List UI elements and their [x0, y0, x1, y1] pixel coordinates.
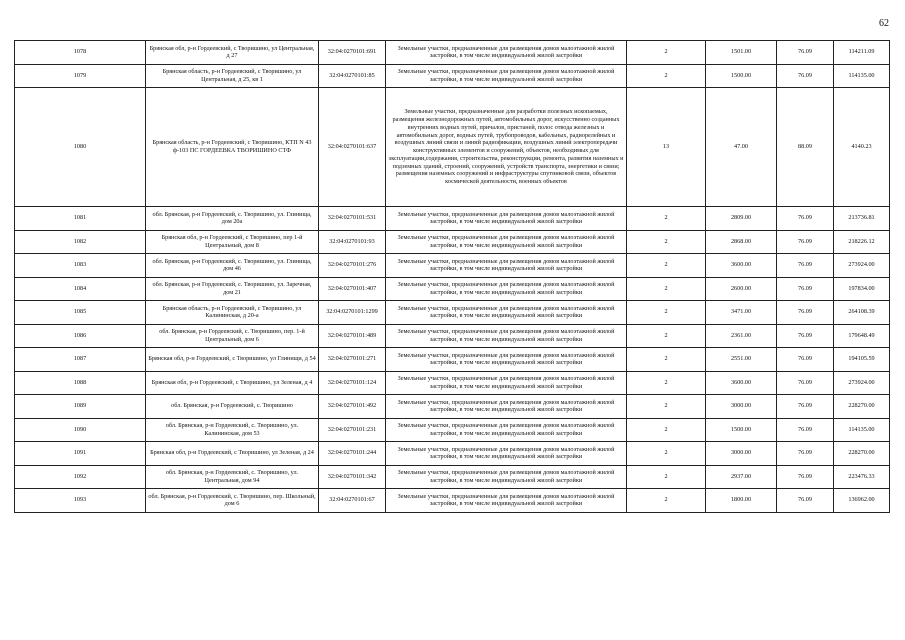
- permitted-use-cell: Земельные участки, предназначенные для размещения домов малоэтажной жилой застройки, в том числе индивидуальной жилой застройки: [386, 348, 627, 372]
- row-number: 1081: [15, 207, 146, 231]
- address-cell: Брянская область, р-н Гордеевский, с Творишино, ул Калининская, д 20-а: [146, 301, 319, 325]
- cadastral-number-cell: 32:04:0270101:489: [319, 324, 386, 348]
- specific-value-cell: 76.09: [777, 64, 834, 88]
- row-number: 1091: [15, 442, 146, 466]
- row-number: 1085: [15, 301, 146, 325]
- address-cell: Брянская обл, р-н Гордеевский, с Творишино, ул Глинищи, д 54: [146, 348, 319, 372]
- row-number: 1086: [15, 324, 146, 348]
- cadastral-value-cell: 194105.59: [834, 348, 890, 372]
- area-cell: 2937.00: [706, 465, 777, 489]
- table-row: [15, 418, 890, 442]
- cadastral-value-cell: 228270.00: [834, 395, 890, 419]
- cadastral-number-cell: 32:04:0270101:492: [319, 395, 386, 419]
- cadastral-number-cell: 32:04:0270101:93: [319, 230, 386, 254]
- table-row: [15, 301, 890, 325]
- table-row: [15, 230, 890, 254]
- area-cell: 2600.00: [706, 277, 777, 301]
- permitted-use-cell: Земельные участки, предназначенные для размещения домов малоэтажной жилой застройки, в том числе индивидуальной жилой застройки: [386, 371, 627, 395]
- row-number: 1079: [15, 64, 146, 88]
- permitted-use-cell: Земельные участки, предназначенные для размещения домов малоэтажной жилой застройки, в том числе индивидуальной жилой застройки: [386, 324, 627, 348]
- specific-value-cell: 76.09: [777, 324, 834, 348]
- specific-value-cell: 76.09: [777, 301, 834, 325]
- table-row: [15, 489, 890, 513]
- permitted-use-cell: Земельные участки, предназначенные для размещения домов малоэтажной жилой застройки, в том числе индивидуальной жилой застройки: [386, 442, 627, 466]
- category-cell: 2: [627, 324, 706, 348]
- table-row: [15, 395, 890, 419]
- permitted-use-cell: Земельные участки, предназначенные для размещения домов малоэтажной жилой застройки, в том числе индивидуальной жилой застройки: [386, 64, 627, 88]
- specific-value-cell: 76.09: [777, 418, 834, 442]
- row-number: 1083: [15, 254, 146, 278]
- address-cell: Брянская обл, р-н Гордеевский, с Творишино, пер 1-й Центральный, дом 8: [146, 230, 319, 254]
- address-cell: Брянская обл, р-н Гордеевский, с Творишино, ул Центральная, д 27: [146, 41, 319, 65]
- cadastral-number-cell: 32:04:0270101:407: [319, 277, 386, 301]
- category-cell: 2: [627, 41, 706, 65]
- category-cell: 2: [627, 64, 706, 88]
- table-row: [15, 88, 890, 207]
- cadastral-value-cell: 264108.39: [834, 301, 890, 325]
- cadastral-value-cell: 223476.33: [834, 465, 890, 489]
- table-row: [15, 64, 890, 88]
- cadastral-value-cell: 114135.00: [834, 64, 890, 88]
- cadastral-value-cell: 273924.00: [834, 254, 890, 278]
- area-cell: 1501.00: [706, 41, 777, 65]
- cadastral-number-cell: 32:04:0270101:271: [319, 348, 386, 372]
- permitted-use-cell: Земельные участки, предназначенные для размещения домов малоэтажной жилой застройки, в том числе индивидуальной жилой застройки: [386, 254, 627, 278]
- table-row: [15, 41, 890, 65]
- table-row: [15, 371, 890, 395]
- area-cell: 2809.00: [706, 207, 777, 231]
- cadastral-value-cell: 179648.49: [834, 324, 890, 348]
- row-number: 1088: [15, 371, 146, 395]
- cadastral-number-cell: 32:04:0270101:276: [319, 254, 386, 278]
- page-number: 62: [879, 18, 889, 29]
- cadastral-number-cell: 32:04:0270101:67: [319, 489, 386, 513]
- land-registry-table: [14, 40, 890, 513]
- specific-value-cell: 76.09: [777, 207, 834, 231]
- category-cell: 2: [627, 395, 706, 419]
- row-number: 1080: [15, 88, 146, 207]
- cadastral-number-cell: 32:04:0270101:124: [319, 371, 386, 395]
- cadastral-number-cell: 32:04:0270101:691: [319, 41, 386, 65]
- cadastral-value-cell: 136962.00: [834, 489, 890, 513]
- address-cell: обл. Брянская, р-н Гордеевский, с. Творишино: [146, 395, 319, 419]
- table-row: [15, 254, 890, 278]
- area-cell: 1800.00: [706, 489, 777, 513]
- cadastral-number-cell: 32:04:0270101:85: [319, 64, 386, 88]
- category-cell: 13: [627, 88, 706, 207]
- address-cell: Брянская область, р-н Гордеевский, с Творишино, ул Центральная, д 25, кв 1: [146, 64, 319, 88]
- cadastral-value-cell: 213736.81: [834, 207, 890, 231]
- cadastral-number-cell: 32:04:0270101:531: [319, 207, 386, 231]
- permitted-use-cell: Земельные участки, предназначенные для размещения домов малоэтажной жилой застройки, в том числе индивидуальной жилой застройки: [386, 207, 627, 231]
- permitted-use-cell: Земельные участки, предназначенные для размещения домов малоэтажной жилой застройки, в том числе индивидуальной жилой застройки: [386, 395, 627, 419]
- cadastral-value-cell: 197834.00: [834, 277, 890, 301]
- category-cell: 2: [627, 465, 706, 489]
- area-cell: 3600.00: [706, 254, 777, 278]
- specific-value-cell: 76.09: [777, 465, 834, 489]
- cadastral-value-cell: 114211.09: [834, 41, 890, 65]
- category-cell: 2: [627, 277, 706, 301]
- specific-value-cell: 76.09: [777, 277, 834, 301]
- specific-value-cell: 76.09: [777, 230, 834, 254]
- row-number: 1093: [15, 489, 146, 513]
- table-row: [15, 465, 890, 489]
- address-cell: обл. Брянская, р-н Гордеевский, с. Творишино, пер. Школьный, дом 6: [146, 489, 319, 513]
- address-cell: обл. Брянская, р-н Гордеевский, с. Творишино, ул. Глинища, дом 46: [146, 254, 319, 278]
- address-cell: обл. Брянская, р-н Гордеевский, с. Творишино, ул. Заречная, дом 21: [146, 277, 319, 301]
- row-number: 1089: [15, 395, 146, 419]
- specific-value-cell: 76.09: [777, 254, 834, 278]
- category-cell: 2: [627, 254, 706, 278]
- permitted-use-cell: Земельные участки, предназначенные для размещения домов малоэтажной жилой застройки, в том числе индивидуальной жилой застройки: [386, 277, 627, 301]
- area-cell: 2868.00: [706, 230, 777, 254]
- specific-value-cell: 88.09: [777, 88, 834, 207]
- category-cell: 2: [627, 301, 706, 325]
- cadastral-value-cell: 228270.00: [834, 442, 890, 466]
- address-cell: Брянская обл, р-н Гордеевский, с Творишино, ул Зеленая, д 4: [146, 371, 319, 395]
- permitted-use-cell: Земельные участки, предназначенные для размещения домов малоэтажной жилой застройки, в том числе индивидуальной жилой застройки: [386, 489, 627, 513]
- permitted-use-cell: Земельные участки, предназначенные для размещения домов малоэтажной жилой застройки, в том числе индивидуальной жилой застройки: [386, 465, 627, 489]
- row-number: 1087: [15, 348, 146, 372]
- category-cell: 2: [627, 489, 706, 513]
- area-cell: 3000.00: [706, 395, 777, 419]
- category-cell: 2: [627, 418, 706, 442]
- address-cell: Брянская обл, р-н Гордеевский, с Творишино, ул Зеленая, д 24: [146, 442, 319, 466]
- specific-value-cell: 76.09: [777, 371, 834, 395]
- permitted-use-cell: Земельные участки, предназначенные для размещения домов малоэтажной жилой застройки, в том числе индивидуальной жилой застройки: [386, 230, 627, 254]
- specific-value-cell: 76.09: [777, 489, 834, 513]
- table-row: [15, 277, 890, 301]
- specific-value-cell: 76.09: [777, 41, 834, 65]
- row-number: 1090: [15, 418, 146, 442]
- cadastral-number-cell: 32:04:0270101:1299: [319, 301, 386, 325]
- address-cell: обл. Брянская, р-н Гордеевский, с. Творишино, ул. Глинища, дом 20а: [146, 207, 319, 231]
- address-cell: обл. Брянская, р-н Гордеевский, с. Творишино, ул. Калининская, дом 53: [146, 418, 319, 442]
- row-number: 1092: [15, 465, 146, 489]
- category-cell: 2: [627, 442, 706, 466]
- cadastral-number-cell: 32:04:0270101:231: [319, 418, 386, 442]
- table-body: [15, 41, 890, 513]
- specific-value-cell: 76.09: [777, 395, 834, 419]
- cadastral-number-cell: 32:04:0270101:342: [319, 465, 386, 489]
- area-cell: 1500.00: [706, 64, 777, 88]
- cadastral-number-cell: 32:04:0270101:637: [319, 88, 386, 207]
- table-row: [15, 442, 890, 466]
- specific-value-cell: 76.09: [777, 348, 834, 372]
- table-row: [15, 348, 890, 372]
- cadastral-number-cell: 32:04:0270101:244: [319, 442, 386, 466]
- permitted-use-cell: Земельные участки, предназначенные для разработки полезных ископаемых, размещения железнодорожных путей, автомобильных дорог, искусственно созданных внутренних водных путей, причалов, пристаней, полос отвода железных и автомобильных дорог, водных путей, трубопроводов, кабельных, радиорелейных и воздушных линий связи и линий радиофикации, воздушных линий электропередачи конструктивных элементов и сооружений, объектов, необходимых для эксплуатации,содержания, строительства, реконструкции, ремонта, развития наземных и подземных зданий, строений, сооружений, устройств транспорта, энергетики и связи; размещения наземных сооружений и инфраструктуры спутниковой связи, объектов космической деятельности, военных объектов: [386, 88, 627, 207]
- cadastral-value-cell: 4140.23: [834, 88, 890, 207]
- row-number: 1082: [15, 230, 146, 254]
- row-number: 1084: [15, 277, 146, 301]
- area-cell: 3600.00: [706, 371, 777, 395]
- category-cell: 2: [627, 230, 706, 254]
- table-row: [15, 324, 890, 348]
- permitted-use-cell: Земельные участки, предназначенные для размещения домов малоэтажной жилой застройки, в том числе индивидуальной жилой застройки: [386, 418, 627, 442]
- permitted-use-cell: Земельные участки, предназначенные для размещения домов малоэтажной жилой застройки, в том числе индивидуальной жилой застройки: [386, 41, 627, 65]
- cadastral-value-cell: 114135.00: [834, 418, 890, 442]
- category-cell: 2: [627, 371, 706, 395]
- area-cell: 47.00: [706, 88, 777, 207]
- permitted-use-cell: Земельные участки, предназначенные для размещения домов малоэтажной жилой застройки, в том числе индивидуальной жилой застройки: [386, 301, 627, 325]
- area-cell: 3471.00: [706, 301, 777, 325]
- area-cell: 3000.00: [706, 442, 777, 466]
- specific-value-cell: 76.09: [777, 442, 834, 466]
- area-cell: 1500.00: [706, 418, 777, 442]
- row-number: 1078: [15, 41, 146, 65]
- address-cell: Брянская область, р-н Гордеевский, с Творишино, КТП N 43 ф-103 ПС ГОРДЕЕВКА ТВОРИШИНО СТФ: [146, 88, 319, 207]
- cadastral-value-cell: 218226.12: [834, 230, 890, 254]
- category-cell: 2: [627, 207, 706, 231]
- cadastral-value-cell: 273924.00: [834, 371, 890, 395]
- area-cell: 2361.00: [706, 324, 777, 348]
- address-cell: обл. Брянская, р-н Гордеевский, с. Творишино, ул. Центральная, дом 94: [146, 465, 319, 489]
- table-row: [15, 207, 890, 231]
- category-cell: 2: [627, 348, 706, 372]
- area-cell: 2551.00: [706, 348, 777, 372]
- address-cell: обл. Брянская, р-н Гордеевский, с. Творишино, пер. 1-й Центральный, дом 6: [146, 324, 319, 348]
